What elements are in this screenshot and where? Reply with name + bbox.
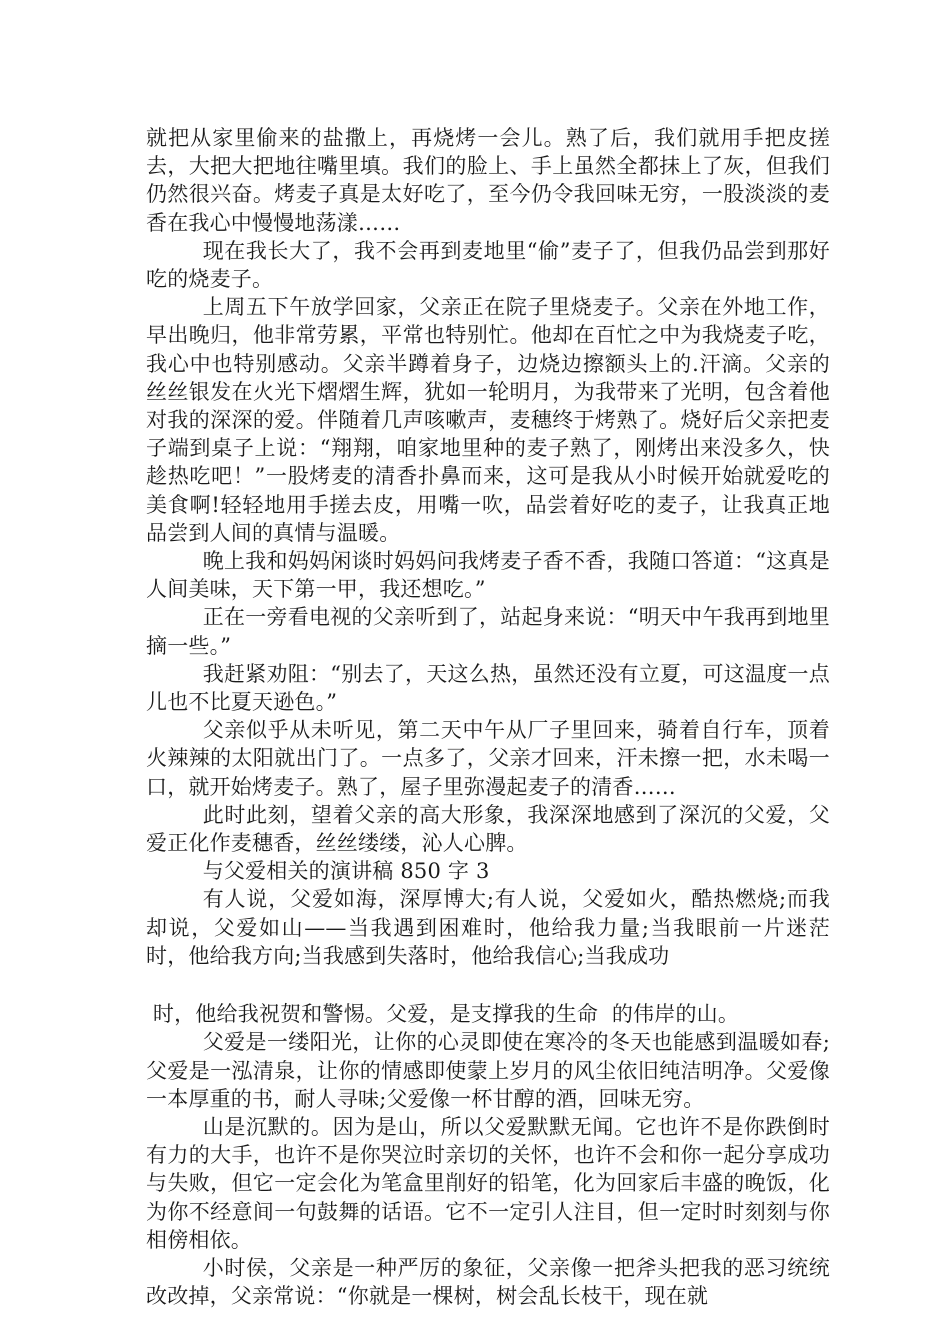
paragraph: 时，他给我祝贺和警惕。父爱，是支撑我的生命 的伟岸的山。 (146, 1002, 740, 1027)
paragraph: 现在我长大了，我不会再到麦地里“偷”麦子了，但我仍品尝到那好吃的烧麦子。 (146, 238, 830, 292)
section-heading: 与父爱相关的演讲稿 850 字 3 (202, 859, 490, 884)
paragraph: 我赶紧劝阻：“别去了，天这么热，虽然还没有立夏，可这温度一点儿也不比夏天逊色。” (146, 661, 830, 715)
paragraph: 父亲似乎从未听见，第二天中午从厂子里回来，骑着自行车，顶着火辣辣的太阳就出门了。一点多了，父亲才回来，汗未擦一把，水未喝一口，就开始烤麦子。熟了，屋子里弥漫起麦子的清香…… (146, 718, 830, 799)
paragraph: 就把从家里偷来的盐撒上，再烧烤一会儿。熟了后，我们就用手把皮搓去，大把大把地往嘴里填。我们的脸上、手上虽然全都抹上了灰，但我们仍然很兴奋。烤麦子真是太好吃了，至今仍令我回味无穷，一股淡淡的麦香在我心中慢慢地荡漾…… (146, 126, 830, 235)
paragraph: 晚上我和妈妈闲谈时妈妈问我烤麦子香不香，我随口答道：“这真是人间美味，天下第一甲，我还想吃。” (146, 549, 830, 602)
paragraph: 有人说，父爱如海，深厚博大;有人说，父爱如火，酷热燃烧;而我却说，父爱如山——当我遇到困难时，他给我力量;当我眼前一片迷茫时，他给我方向;当我感到失落时，他给我信心;当我成功 (146, 887, 830, 968)
page-break-gap (146, 970, 830, 1000)
paragraph: 山是沉默的。因为是山，所以父爱默默无闻。它也许不是你跌倒时有力的大手，也许不是你哭泣时亲切的关怀，也许不会和你一起分享成功与失败，但它一定会化为笔盒里削好的铅笔，化为回家后丰盛的晚饭，化为你不经意间一句鼓舞的话语。它不一定引人注目，但一定时时刻刻与你相傍相依。 (146, 1114, 830, 1252)
text-block-top (146, 124, 830, 970)
text-block-bottom (146, 1000, 830, 1310)
paragraph: 此时此刻，望着父亲的高大形象，我深深地感到了深沉的父爱，父爱正化作麦穗香，丝丝缕缕，沁人心脾。 (146, 802, 830, 856)
paragraph: 小时侯，父亲是一种严厉的象征，父亲像一把斧头把我的恶习统统改改掉，父亲常说：“你就是一棵树，树会乱长枝干，现在就 (146, 1255, 830, 1309)
document-page (146, 124, 830, 1310)
paragraph: 正在一旁看电视的父亲听到了，站起身来说：“明天中午我再到地里摘一些。” (146, 605, 830, 658)
paragraph: 上周五下午放学回家，父亲正在院子里烧麦子。父亲在外地工作，早出晚归，他非常劳累，平常也特别忙。他却在百忙之中为我烧麦子吃，我心中也特别感动。父亲半蹲着身子，边烧边擦额头上的.汗滴。父亲的丝丝银发在火光下熠熠生辉，犹如一轮明月，为我带来了光明，包含着他对我的深深的爱。伴随着几声咳嗽声，麦穗终于烤熟了。烧好后父亲把麦子端到桌子上说：“翔翔，咱家地里种的麦子熟了，刚烤出来没多久，快趁热吃吧！”一股烤麦的清香扑鼻而来，这可是我从小时候开始就爱吃的美食啊!轻轻地用手搓去皮，用嘴一吹，品尝着好吃的麦子，让我真正地品尝到人间的真情与温暖。 (146, 295, 830, 545)
paragraph: 父爱是一缕阳光，让你的心灵即使在寒冷的冬天也能感到温暖如春;父爱是一泓清泉，让你的情感即使蒙上岁月的风尘依旧纯洁明净。父爱像一本厚重的书，耐人寻味;父爱像一杯甘醇的酒，回味无穷。 (146, 1030, 830, 1111)
